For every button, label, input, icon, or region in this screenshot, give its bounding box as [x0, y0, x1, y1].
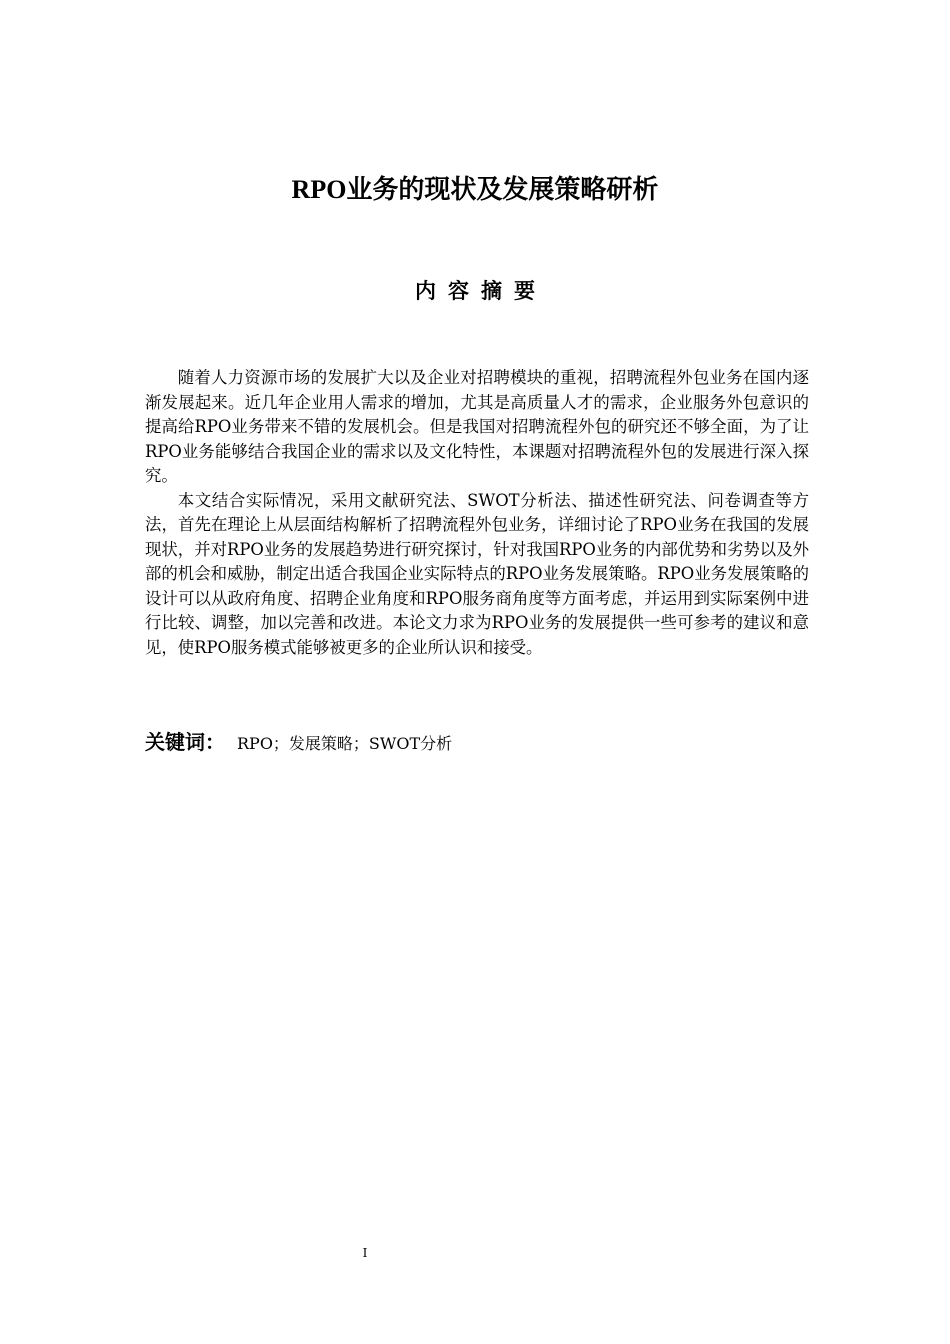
keywords-line	[145, 728, 809, 758]
keywords-value: RPO；发展策略；SWOT分析	[237, 734, 453, 753]
abstract-paragraph-1: 随着人力资源市场的发展扩大以及企业对招聘模块的重视，招聘流程外包业务在国内逐渐发展起来。近几年企业用人需求的增加，尤其是高质量人才的需求，企业服务外包意识的提高给RPO业务带来不错的发展机会。但是我国对招聘流程外包的研究还不够全面，为了让RPO业务能够结合我国企业的需求以及文化特性，本课题对招聘流程外包的发展进行深入探究。	[145, 368, 809, 485]
abstract-heading: 内容摘要	[415, 279, 547, 303]
abstract-body	[145, 366, 809, 660]
page-number: I	[362, 1246, 368, 1260]
abstract-paragraph-2: 本文结合实际情况，采用文献研究法、SWOT分析法、描述性研究法、问卷调查等方法，首先在理论上从层面结构解析了招聘流程外包业务，详细讨论了RPO业务在我国的发展现状，并对RPO业务的发展趋势进行研究探讨，针对我国RPO业务的内部优势和劣势以及外部的机会和威胁，制定出适合我国企业实际特点的RPO业务发展策略。RPO业务发展策略的设计可以从政府角度、招聘企业角度和RPO服务商角度等方面考虑，并运用到实际案例中进行比较、调整，加以完善和改进。本论文力求为RPO业务的发展提供一些可参考的建议和意见，使RPO服务模式能够被更多的企业所认识和接受。	[145, 490, 809, 657]
document-title: RPO业务的现状及发展策略研析	[291, 175, 659, 204]
keywords-label: 关键词：	[145, 730, 225, 754]
